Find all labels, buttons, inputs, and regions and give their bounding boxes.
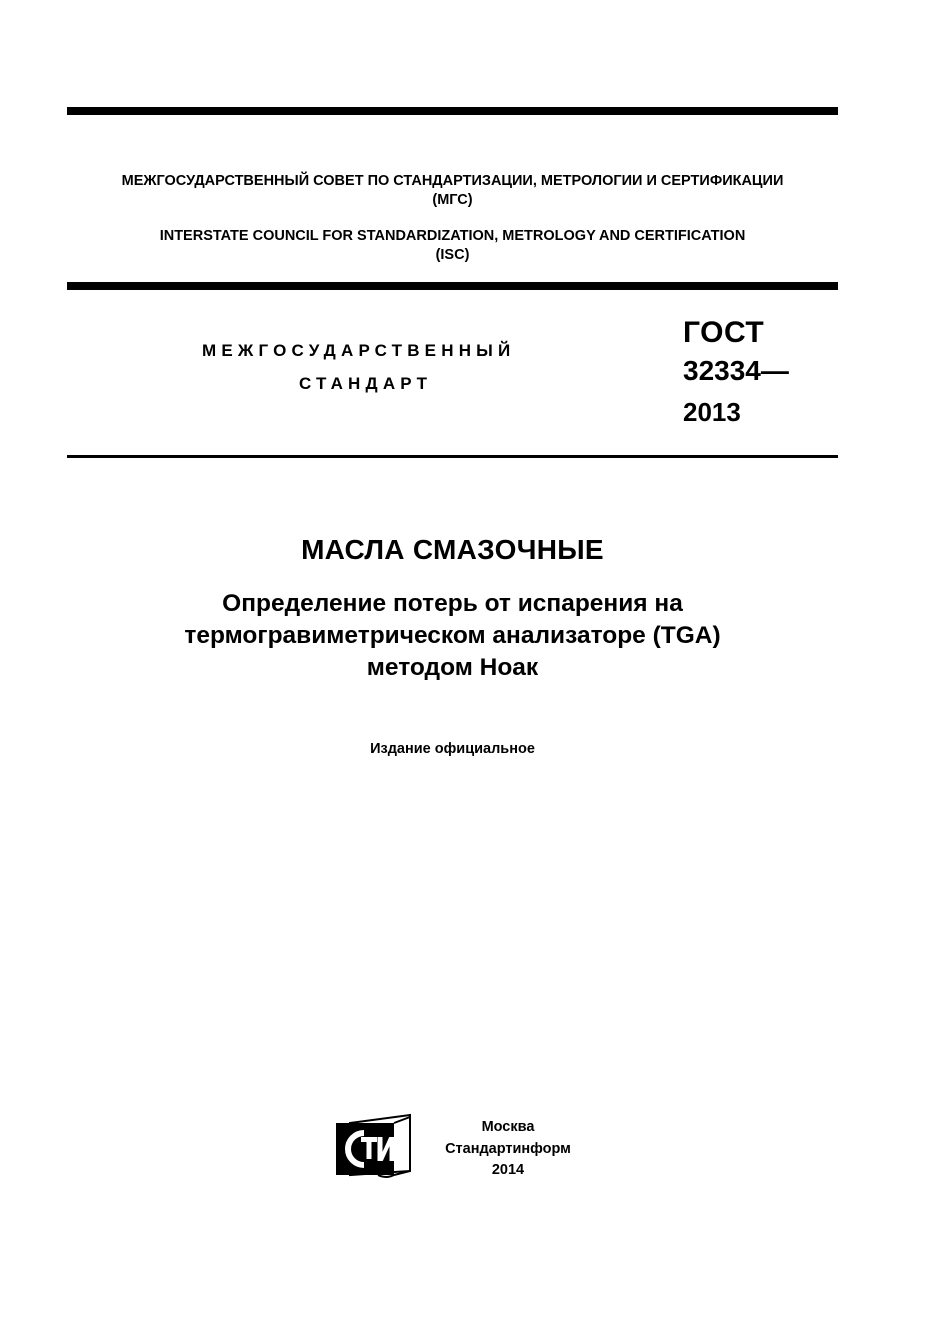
council-name-en [67, 227, 838, 265]
designation-number: 32334— [683, 355, 789, 386]
document-subtitle [0, 588, 905, 684]
council-name-ru-text: МЕЖГОСУДАРСТВЕННЫЙ СОВЕТ ПО СТАНДАРТИЗАЦИИ, МЕТРОЛОГИИ И СЕРТИФИКАЦИИ [121, 173, 784, 189]
designation-year: 2013 [683, 397, 741, 427]
standartinform-logo-icon [334, 1113, 412, 1179]
publisher-year: 2014 [491, 1162, 525, 1178]
council-abbr-ru: (МГС) [432, 192, 473, 208]
subtitle-line1: Определение потерь от испарения на [222, 590, 683, 617]
council-abbr-en: (ISC) [435, 247, 470, 263]
council-name-ru [67, 172, 838, 210]
top-rule [67, 107, 838, 115]
standard-label-line2: СТАНДАРТ [299, 374, 433, 393]
designation-prefix: ГОСТ [683, 316, 765, 349]
middle-rule [67, 282, 838, 290]
publisher-block [430, 1117, 586, 1182]
standard-label-line1: МЕЖГОСУДАРСТВЕННЫЙ [202, 341, 516, 360]
subtitle-line3: методом Ноак [366, 654, 539, 681]
bottom-rule [67, 455, 838, 458]
publisher-name: Стандартинформ [445, 1140, 571, 1157]
document-title: МАСЛА СМАЗОЧНЫЕ [301, 534, 604, 565]
publisher-city: Москва [481, 1119, 535, 1135]
council-name-en-text: INTERSTATE COUNCIL FOR STANDARDIZATION, METROLOGY AND CERTIFICATION [159, 228, 746, 244]
standard-designation [683, 314, 789, 431]
subtitle-line2: термогравиметрическом анализаторе (TGA) [184, 622, 721, 649]
edition-note: Издание официальное [370, 741, 535, 757]
